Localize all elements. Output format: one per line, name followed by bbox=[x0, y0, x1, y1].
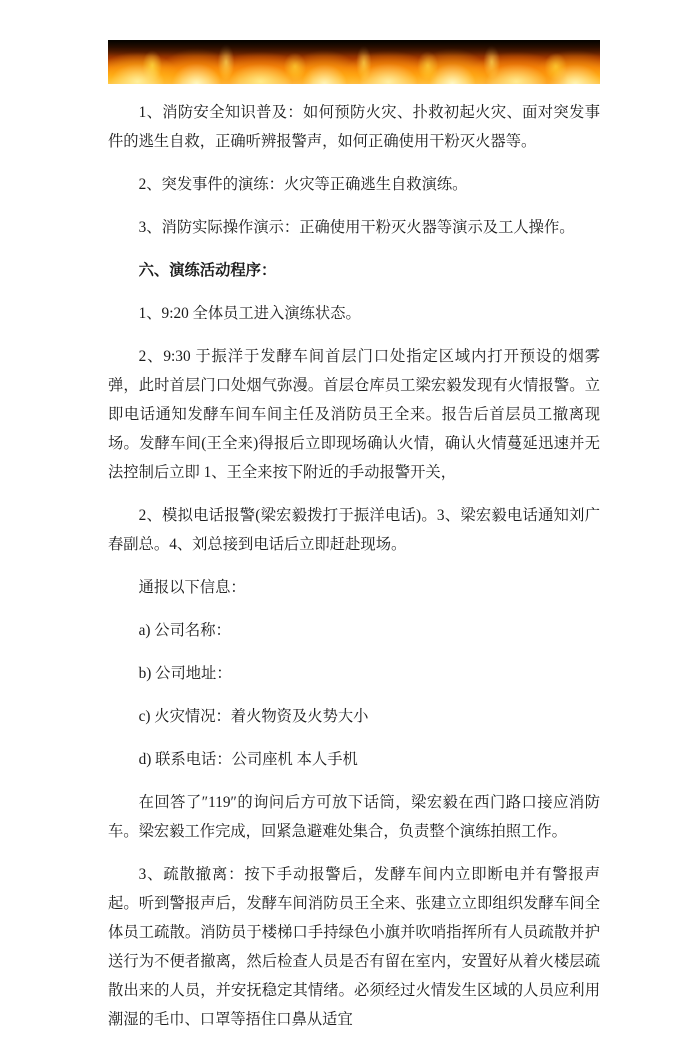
section-heading-six: 六、演练活动程序： bbox=[138, 262, 277, 279]
paragraph-safety-knowledge: 1、消防安全知识普及：如何预防火灾、扑救初起火灾、面对突发事件的逃生自救，正确听辨报警声，如何正确使用干粉灭火器等。 bbox=[108, 104, 600, 150]
paragraph-step-3-evacuation: 3、疏散撤离：按下手动报警后，发酵车间内立即断电并有警报声起。听到警报声后，发酵车间消防员王全来、张建立立即组织发酵车间全体员工疏散。消防员于楼梯口手持绿色小旗并吹哨指挥所有人员疏散并护送行为不便者撤离，然后检查人员是否有留在室内，安置好从着火楼层疏散出来的人员，并安抚稳定其情绪。必须经过火情发生区域的人员应利用潮湿的毛巾、口罩等捂住口鼻从适宜 bbox=[108, 866, 600, 1028]
paragraph-step-2-detail: 2、9:30 于振洋于发酵车间首层门口处指定区域内打开预设的烟雾弹，此时首层门口处烟气弥漫。首层仓库员工梁宏毅发现有火情报警。立即电话通知发酵车间车间主任及消防员王全来。报告后首层员工撤离现场。发酵车间(王全来)得报后立即现场确认火情，确认火情蔓延迅速并无法控制后立即 1、王全来按下附近的手动报警开关， bbox=[108, 348, 600, 481]
paragraph-report-intro: 通报以下信息： bbox=[138, 579, 246, 596]
paragraph-step-1: 1、9:20 全体员工进入演练状态。 bbox=[138, 305, 361, 322]
list-item-fire-situation: c) 火灾情况：着火物资及火势大小 bbox=[138, 708, 369, 725]
document-body bbox=[108, 98, 600, 1034]
list-item-company-address: b) 公司地址： bbox=[138, 665, 232, 682]
paragraph-after-119: 在回答了″119″的询问后方可放下话筒，梁宏毅在西门路口接应消防车。梁宏毅工作完成，回紧急避难处集合，负责整个演练拍照工作。 bbox=[108, 794, 600, 840]
paragraph-step-2-simulate: 2、模拟电话报警(梁宏毅拨打于振洋电话)。3、梁宏毅电话通知刘广春副总。4、刘总接到电话后立即赶赴现场。 bbox=[108, 507, 600, 553]
paragraph-practical-demo: 3、消防实际操作演示：正确使用干粉灭火器等演示及工人操作。 bbox=[138, 219, 575, 236]
fire-flames-banner-image bbox=[108, 40, 600, 84]
document-content bbox=[108, 40, 600, 1048]
list-item-company-name: a) 公司名称： bbox=[138, 622, 231, 639]
list-item-contact-phone: d) 联系电话：公司座机 本人手机 bbox=[138, 751, 358, 768]
smoke-layer bbox=[108, 40, 600, 56]
paragraph-emergency-drill: 2、突发事件的演练：火灾等正确逃生自救演练。 bbox=[138, 176, 468, 193]
